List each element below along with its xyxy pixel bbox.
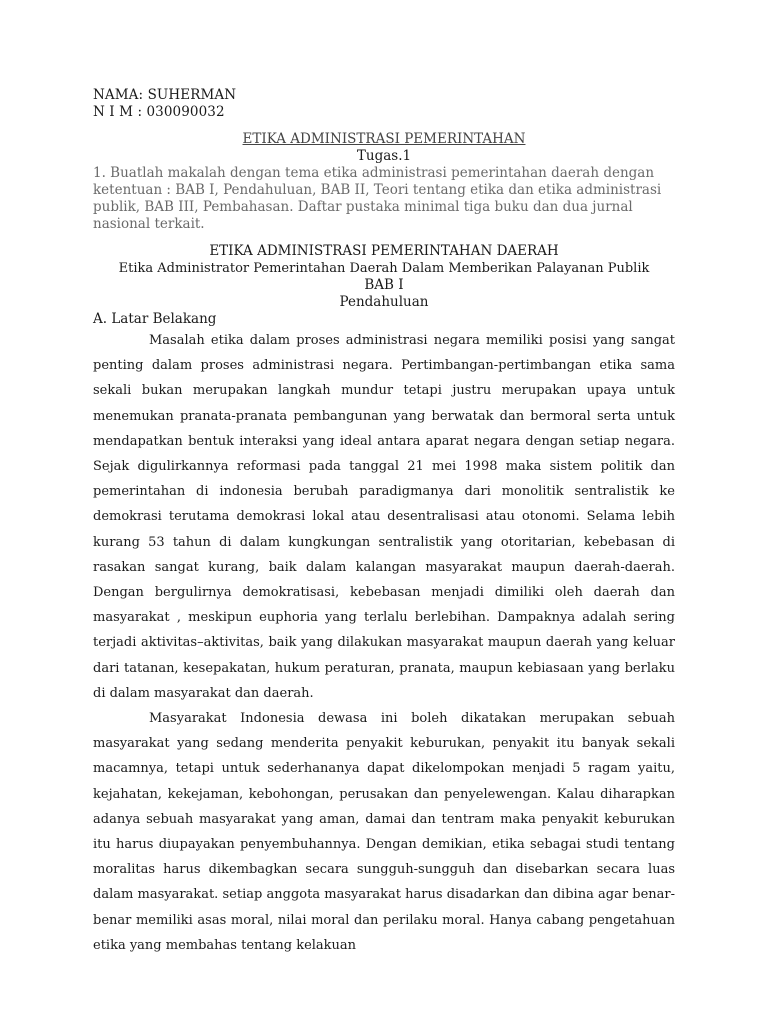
chapter-name: Pendahuluan (339, 294, 429, 310)
chapter-number: BAB I (364, 277, 404, 293)
task-instruction: 1. Buatlah makalah dengan tema etika administrasi pemerintahan daerah dengan ketentuan : BAB I, Pendahuluan, BAB II, Teori tentang etika dan etika administrasi publik, BAB III, Pembahasan. Daftar pustaka minimal tiga buku dan dua jurnal nasional terkait. (93, 165, 662, 232)
body-paragraph: Masyarakat Indonesia dewasa ini boleh dikatakan merupakan sebuah masyarakat yang sedang menderita penyakit keburukan, penyakit itu banyak sekali macamnya, tetapi untuk sederhananya dapat dikelompokan menjadi 5 ragam yaitu, kejahatan, kekejaman, kebohongan, perusakan dan penyelewengan. Kalau diharapkan adanya sebuah masyarakat yang aman, damai dan tentram maka penyakit keburukan itu harus diupayakan penyembuhannya. Dengan demikian, etika sebagai studi tentang moralitas harus dikembagkan secara sungguh-sungguh dan disebarkan secara luas dalam masyarakat. setiap anggota masyarakat harus disadarkan dan dibina agar benar-benar memiliki asas moral, nilai moral dan perilaku moral. Hanya cabang pengetahuan etika yang membahas tentang kelakuan (93, 711, 675, 953)
section-heading: A. Latar Belakang (93, 311, 217, 327)
essay-title: ETIKA ADMINISTRASI PEMERINTAHAN DAERAH (209, 243, 559, 259)
body-paragraph: Masalah etika dalam proses administrasi negara memiliki posisi yang sangat penting dalam proses administrasi negara. Pertimbangan-pertimbangan etika sama sekali bukan merupakan langkah mundur tetapi justru merupakan upaya untuk menemukan pranata-pranata pembangunan yang berwatak dan bermoral serta untuk mendapatkan bentuk interaksi yang ideal antara aparat negara dengan setiap negara. Sejak digulirkannya reformasi pada tanggal 21 mei 1998 maka sistem politik dan pemerintahan di indonesia berubah paradigmanya dari monolitik sentralistik ke demokrasi terutama demokrasi lokal atau desentralisasi atau otonomi. Selama lebih kurang 53 tahun di dalam kungkungan sentralistik yang otoritarian, kebebasan di rasakan sangat kurang, baik dalam kalangan masyarakat maupun daerah-daerah. Dengan bergulirnya demokratisasi, kebebasan menjadi dimiliki oleh daerah dan masyarakat , meskipun euphoria yang terlalu berlebihan. Dampaknya adalah sering terjadi aktivitas–aktivitas, baik yang dilakukan masyarakat maupun daerah yang keluar dari tatanan, kesepakatan, hukum peraturan, pranata, maupun kebiasaan yang berlaku di dalam masyarakat dan daerah. (93, 333, 675, 701)
task-label: Tugas.1 (356, 148, 412, 164)
document-page (93, 87, 675, 958)
course-title: ETIKA ADMINISTRASI PEMERINTAHAN (242, 131, 526, 147)
student-nim: N I M : 030090032 (93, 104, 225, 120)
essay-subtitle: Etika Administrator Pemerintahan Daerah Dalam Memberikan Palayanan Publik (118, 261, 650, 276)
student-name: NAMA: SUHERMAN (93, 87, 237, 103)
